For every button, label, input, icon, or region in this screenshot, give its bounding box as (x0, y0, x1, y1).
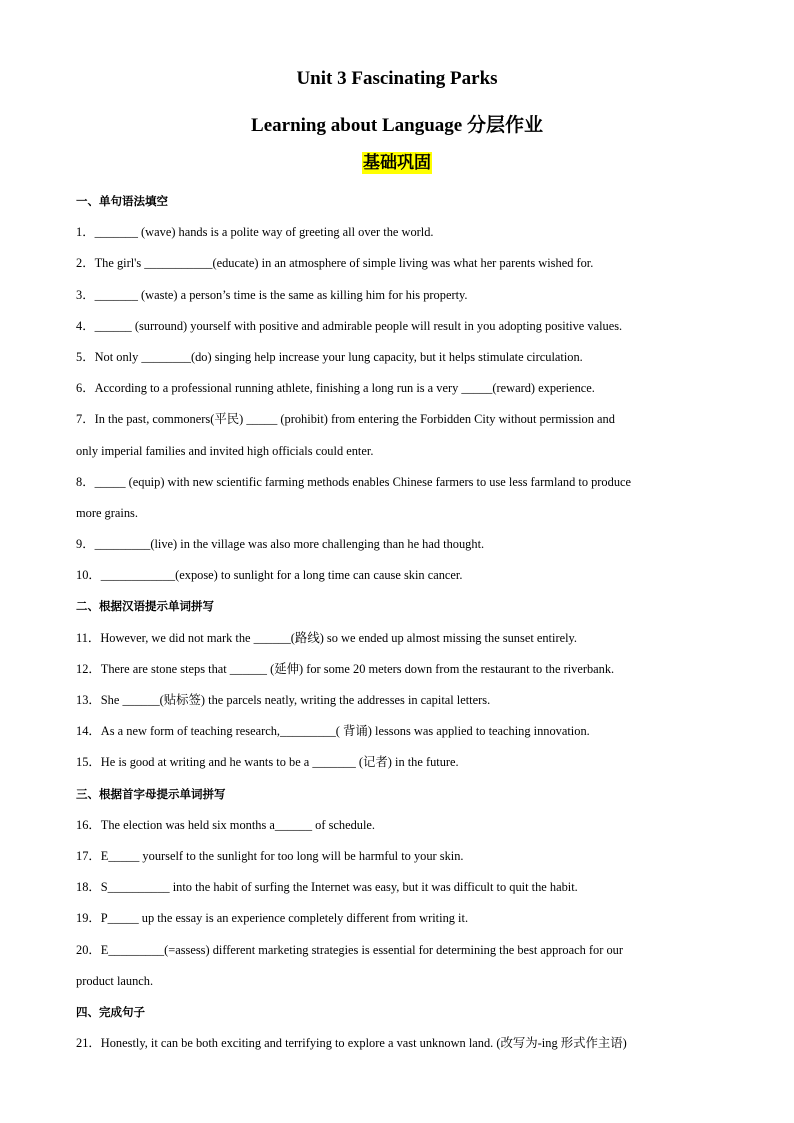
question-item: 12．There are stone steps that ______ (延伸) for some 20 meters down from the restaurant to the riverbank. (76, 661, 615, 676)
section-heading: 一、单句语法填空 (76, 194, 168, 208)
question-item: 11．However, we did not mark the ______(路线) so we ended up almost missing the sunset entirely. (76, 630, 578, 645)
question-item: 14．As a new form of teaching research,_________( 背诵) lessons was applied to teaching innovation. (76, 724, 590, 739)
section-heading: 四、完成句子 (76, 1004, 145, 1019)
question-item: 8．_____ (equip) with new scientific farming methods enables Chinese farmers to use less farmland to produce (76, 474, 632, 489)
question-item: 6．According to a professional running athlete, finishing a long run is a very _____(reward) experience. (76, 381, 595, 396)
question-item: 20．E_________(=assess) different marketing strategies is essential for determining the best approach for our (76, 942, 623, 957)
level-badge-wrap (0, 152, 794, 174)
question-item: 9．_________(live) in the village was also more challenging than he had thought. (76, 537, 485, 552)
question-item: 3．_______ (waste) a person’s time is the same as killing him for his property. (76, 287, 468, 302)
section-heading: 三、根据首字母提示单词拼写 (76, 786, 226, 801)
question-item: 16．The election was held six months a______ of schedule. (76, 817, 376, 832)
question-item: 7．In the past, commoners(平民) _____ (prohibit) from entering the Forbidden City without permission and (76, 412, 615, 427)
question-item: 19．P_____ up the essay is an experience completely different from writing it. (76, 911, 469, 926)
question-item: 13．She ______(贴标签) the parcels neatly, writing the addresses in capital letters. (76, 693, 491, 707)
question-item: 1．_______ (wave) hands is a polite way of greeting all over the world. (76, 225, 434, 240)
page-subtitle: Learning about Language 分层作业 (251, 115, 543, 136)
question-item: 15．He is good at writing and he wants to be a _______ (记者) in the future. (76, 755, 459, 770)
question-item: 21．Honestly, it can be both exciting and terrifying to explore a vast unknown land. (改写为-ing 形式作主语) (76, 1036, 627, 1051)
exercise-list (76, 192, 716, 1065)
question-continuation: only imperial families and invited high officials could enter. (76, 443, 374, 458)
question-item: 2．The girl's ___________(educate) in an atmosphere of simple living was what her parents wished for. (76, 256, 594, 271)
level-badge: 基础巩固 (363, 153, 431, 172)
section-heading: 二、根据汉语提示单词拼写 (76, 599, 214, 614)
question-item: 10．____________(expose) to sunlight for a long time can cause skin cancer. (76, 568, 463, 583)
question-item: 4．______ (surround) yourself with positive and admirable people will result in you adopting positive values. (76, 318, 623, 333)
question-continuation: more grains. (76, 505, 138, 520)
question-item: 5．Not only ________(do) singing help increase your lung capacity, but it helps stimulate circulation. (76, 349, 583, 364)
question-continuation: product launch. (76, 973, 154, 988)
page-title: Unit 3 Fascinating Parks (296, 68, 498, 89)
question-item: 18．S__________ into the habit of surfing the Internet was easy, but it was difficult to quit the habit. (76, 880, 578, 895)
question-item: 17．E_____ yourself to the sunlight for too long will be harmful to your skin. (76, 848, 464, 863)
